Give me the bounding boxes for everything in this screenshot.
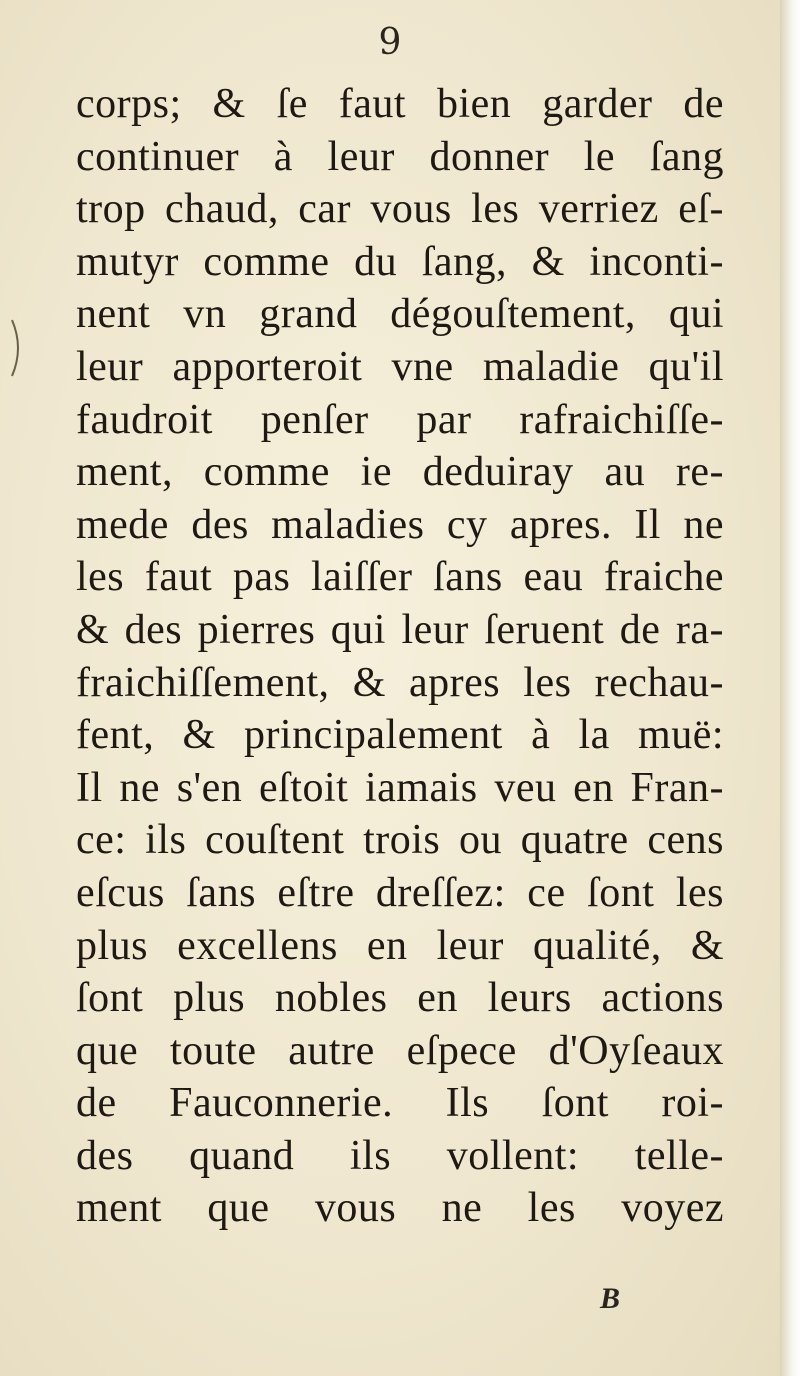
text-line: ment, comme ie deduiray au re-	[76, 449, 724, 496]
text-line: ce: ils couſtent trois ou quatre cens	[76, 817, 724, 864]
text-line: les faut pas laiſſer ſans eau fraiche	[76, 554, 724, 601]
text-line: de Fauconnerie. Ils ſont roi-	[76, 1080, 724, 1127]
text-line: corps; & ſe faut bien garder de	[76, 81, 724, 127]
text-line: Il ne s'en eſtoit iamais veu en Fran-	[76, 764, 724, 811]
page-edge	[780, 0, 800, 1376]
text-line: des quand ils vollent: telle-	[76, 1132, 724, 1179]
text-line: mede des maladies cy apres. Il ne	[76, 501, 724, 548]
text-line: que toute autre eſpece d'Oyſeaux	[76, 1027, 724, 1074]
signature-mark: B	[600, 1282, 621, 1315]
body-text	[76, 78, 724, 1235]
text-line: fraichiſſement, & apres les rechau-	[76, 659, 724, 706]
text-line: & des pierres qui leur ſeruent de ra-	[76, 606, 724, 653]
text-line: plus excellens en leur qualité, &	[76, 922, 724, 969]
text-line: faudroit penſer par rafraichiſſe-	[76, 396, 724, 443]
text-line: leur apporteroit vne maladie qu'il	[76, 343, 724, 390]
text-line: fent, & principalement à la muë:	[76, 712, 724, 759]
text-line: ſont plus nobles en leurs actions	[76, 975, 724, 1022]
margin-bracket-mark	[8, 318, 32, 378]
text-line: eſcus ſans eſtre dreſſez: ce ſont les	[76, 869, 724, 916]
text-line: mutyr comme du ſang, & inconti-	[76, 238, 724, 285]
text-line: trop chaud, car vous les verriez eſ-	[76, 186, 724, 233]
text-line: ment que vous ne les voyez	[76, 1185, 724, 1232]
text-line: nent vn grand dégouſtement, qui	[76, 291, 724, 338]
page-number: 9	[378, 22, 402, 63]
text-line: continuer à leur donner le ſang	[76, 133, 724, 180]
